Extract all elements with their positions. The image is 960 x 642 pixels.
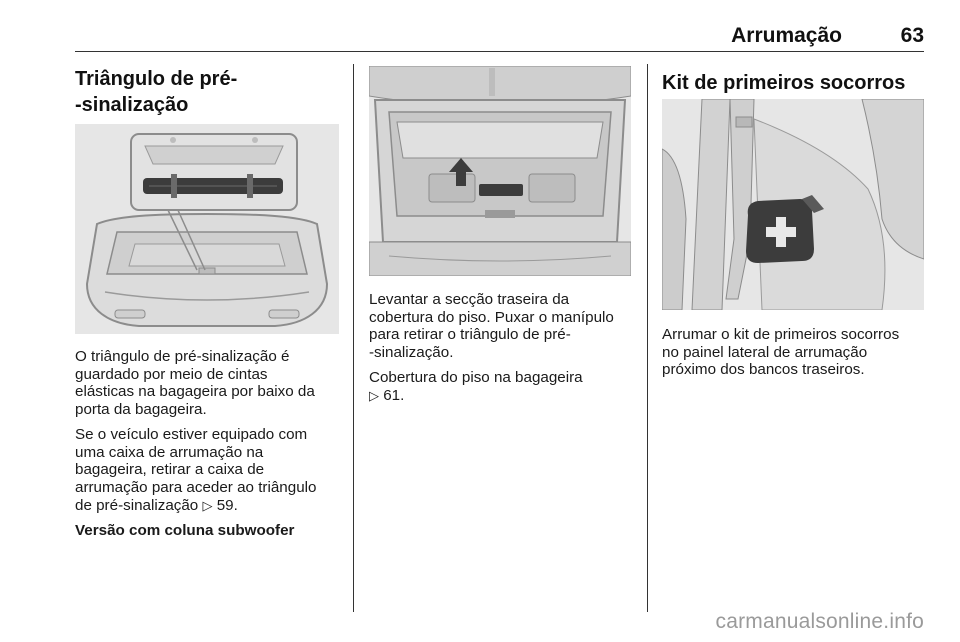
col1-text (75, 348, 345, 547)
heading-warning-triangle: Triângulo de pré- -sinalização (75, 68, 238, 116)
xref-arrow-icon: ▷ (202, 498, 213, 514)
paragraph-lift-floor-cover: Levantar a secção traseira da cobertura do piso. Puxar o manípulo para retirar o triângulo de pré- -sinalização. (369, 291, 614, 362)
column-divider-left (353, 64, 354, 612)
page-reference-link[interactable]: 59. (216, 496, 238, 514)
col2-text (369, 291, 639, 412)
paragraph-storage-description: O triângulo de pré-sinalização é guardado por meio de cintas elásticas na bagageira por baixo da porta da bagageira. (75, 348, 315, 419)
header-rule (75, 51, 924, 52)
figure-floor-cover-handle (369, 66, 631, 276)
watermark: carmanualsonline.info (715, 610, 924, 633)
paragraph-first-aid-kit: Arrumar o kit de primeiros socorros no painel lateral de arrumação próximo dos bancos traseiros. (662, 326, 900, 379)
heading-first-aid-kit: Kit de primeiros socorros (662, 72, 906, 94)
col3-text (662, 326, 932, 386)
paragraph-storage-box: Se o veículo estiver equipado com uma caixa de arrumação na bagageira, retirar a caixa de arrumação para aceder ao triângulo de pré-sinalização ▷ 59. (75, 425, 317, 514)
column-divider-right (647, 64, 648, 612)
figure-first-aid-kit (662, 99, 924, 310)
figure-warning-triangle-trunk (75, 124, 339, 334)
paragraph-floor-cover-ref: Cobertura do piso na bagageira ▷ 61. (369, 368, 583, 404)
page-number: 63 (900, 24, 924, 47)
xref-arrow-icon: ▷ (369, 388, 379, 404)
page-reference-link[interactable]: 61. (383, 386, 405, 404)
section-title: Arrumação (731, 24, 842, 47)
subheading-subwoofer: Versão com coluna subwoofer (75, 522, 295, 540)
